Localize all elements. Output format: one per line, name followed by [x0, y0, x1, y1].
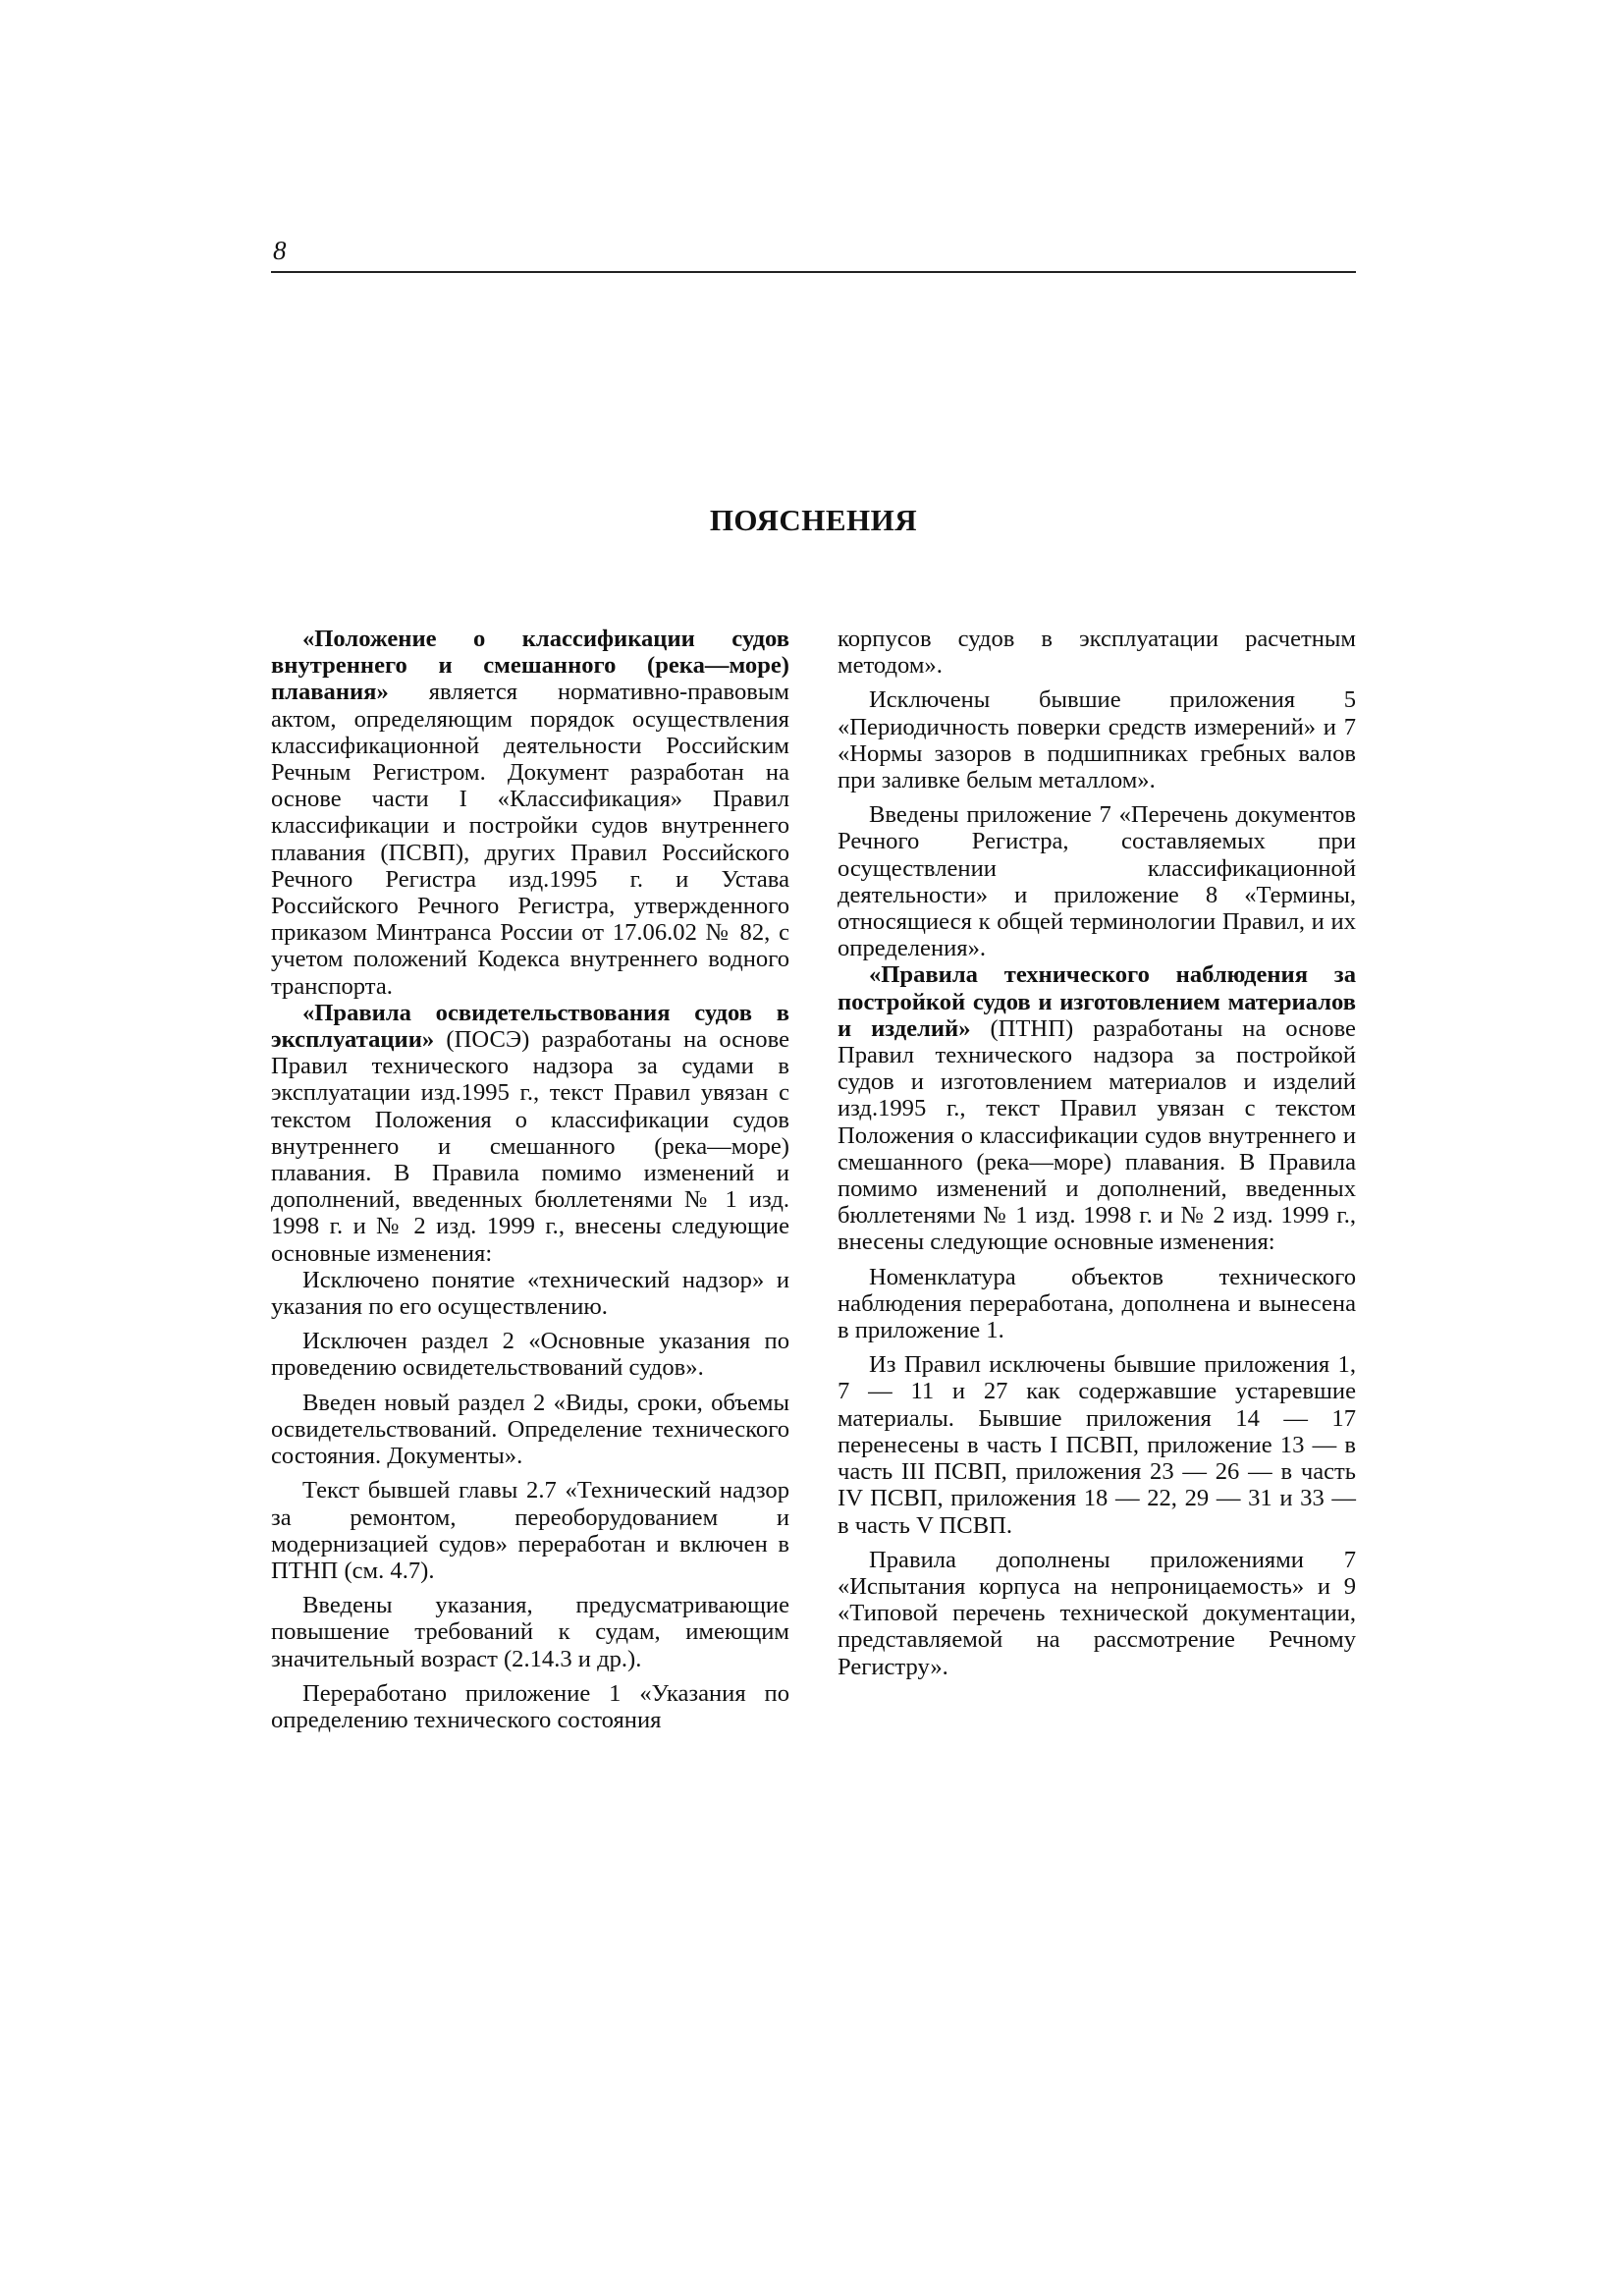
paragraph-text: Введены указания, предусматривающие повышение требований к судам, имеющим значительный возраст (2.14.3 и др.). — [271, 1592, 789, 1672]
paragraph-text: Переработано приложение 1 «Указания по определению технического состояния — [271, 1679, 789, 1733]
paragraph — [838, 1547, 1356, 1680]
paragraph — [838, 1351, 1356, 1538]
paragraph-text: Исключен раздел 2 «Основные указания по проведению освидетельствований судов». — [271, 1328, 789, 1382]
left-column — [271, 626, 789, 1741]
paragraph-text: Правила дополнены приложениями 7 «Испытания корпуса на непроницаемость» и 9 «Типовой перечень технической документации, представляемой на рассмотрение Речному Регистру». — [838, 1546, 1356, 1680]
paragraph — [838, 686, 1356, 793]
paragraph-text: (ПТНП) разработаны на основе Правил технического надзора за постройкой судов и изготовлением материалов и изделий изд.1995 г., текст Правил увязан с текстом Положения о классификации судов внутреннего и смешанного (река—море) плавания. В Правила помимо изменений и дополнений, введенных бюллетенями № 1 изд. 1998 г. и № 2 изд. 1999 г., внесены следующие основные изменения: — [838, 1014, 1356, 1256]
paragraph — [271, 1390, 789, 1470]
paragraph — [838, 626, 1356, 679]
paragraph-bold-lead: «Правила освидетельствования судов в эксплуатации» — [271, 999, 789, 1054]
paragraph-text: Текст бывшей главы 2.7 «Технический надзор за ремонтом, переоборудованием и модернизацией судов» переработан и включен в ПТНП (см. 4.7). — [271, 1477, 789, 1584]
paragraph — [271, 1477, 789, 1584]
paragraph-text: является нормативно-правовым актом, определяющим порядок осуществления классификационной деятельности Российским Речным Регистром. Документ разработан на основе части I «Классификация» Правил классификации и постройки судов внутреннего плавания (ПСВП), других Правил Российского Речного Регистра изд.1995 г. и Устава Российского Речного Регистра, утвержденного приказом Минтранса России от 17.06.02 № 82, с учетом положений Кодекса внутреннего водного транспорта. — [271, 679, 789, 1000]
paragraph — [838, 801, 1356, 961]
paragraph-text: (ПОСЭ) разработаны на основе Правил технического надзора за судами в эксплуатации изд.1995 г., текст Правил увязан с текстом Положения о классификации судов внутреннего и смешанного (река—море) плавания. В Правила помимо изменений и дополнений, введенных бюллетенями № 1 изд. 1998 г. и № 2 изд. 1999 г., внесены следующие основные изменения: — [271, 1026, 789, 1267]
paragraph-bold-lead: «Положение о классификации судов внутреннего и смешанного (река—море) плавания» — [271, 626, 789, 706]
paragraph — [271, 1680, 789, 1733]
paragraph — [271, 1000, 789, 1267]
page-title: ПОЯСНЕНИЯ — [709, 503, 918, 537]
paragraph-text: Из Правил исключены бывшие приложения 1, 7 — 11 и 27 как содержавшие устаревшие материалы. Бывшие приложения 14 — 17 перенесены в часть I ПСВП, приложение 13 — в часть III ПСВП, приложения 23 — 26 — в часть IV ПСВП, приложения 18 — 22, 29 — 31 и 33 — в часть V ПСВП. — [838, 1351, 1356, 1539]
paragraph — [271, 626, 789, 1000]
paragraph-text: Введен новый раздел 2 «Виды, сроки, объемы освидетельствований. Определение технического состояния. Документы». — [271, 1389, 789, 1470]
paragraph — [271, 1267, 789, 1320]
paragraph — [838, 1264, 1356, 1344]
paragraph — [838, 961, 1356, 1255]
page-number: 8 — [273, 236, 287, 265]
right-column — [838, 626, 1356, 1688]
paragraph-text: Введены приложение 7 «Перечень документов Речного Регистра, составляемых при осуществлении классификационной деятельности» и приложение 8 «Термины, относящиеся к общей терминологии Правил, и их определения». — [838, 801, 1356, 962]
paragraph — [271, 1328, 789, 1381]
paragraph-text: Номенклатура объектов технического наблюдения переработана, дополнена и вынесена в приложение 1. — [838, 1263, 1356, 1344]
page-header — [271, 236, 1356, 273]
paragraph-text: Исключены бывшие приложения 5 «Периодичность поверки средств измерений» и 7 «Нормы зазоров в подшипниках гребных валов при заливке белым металлом». — [838, 686, 1356, 794]
paragraph-text: корпусов судов в эксплуатации расчетным методом». — [838, 626, 1356, 680]
paragraph — [271, 1592, 789, 1672]
paragraph-text: Исключено понятие «технический надзор» и указания по его осуществлению. — [271, 1266, 789, 1321]
paragraph-bold-lead: «Правила технического наблюдения за постройкой судов и изготовлением материалов и изделий» — [838, 961, 1356, 1042]
